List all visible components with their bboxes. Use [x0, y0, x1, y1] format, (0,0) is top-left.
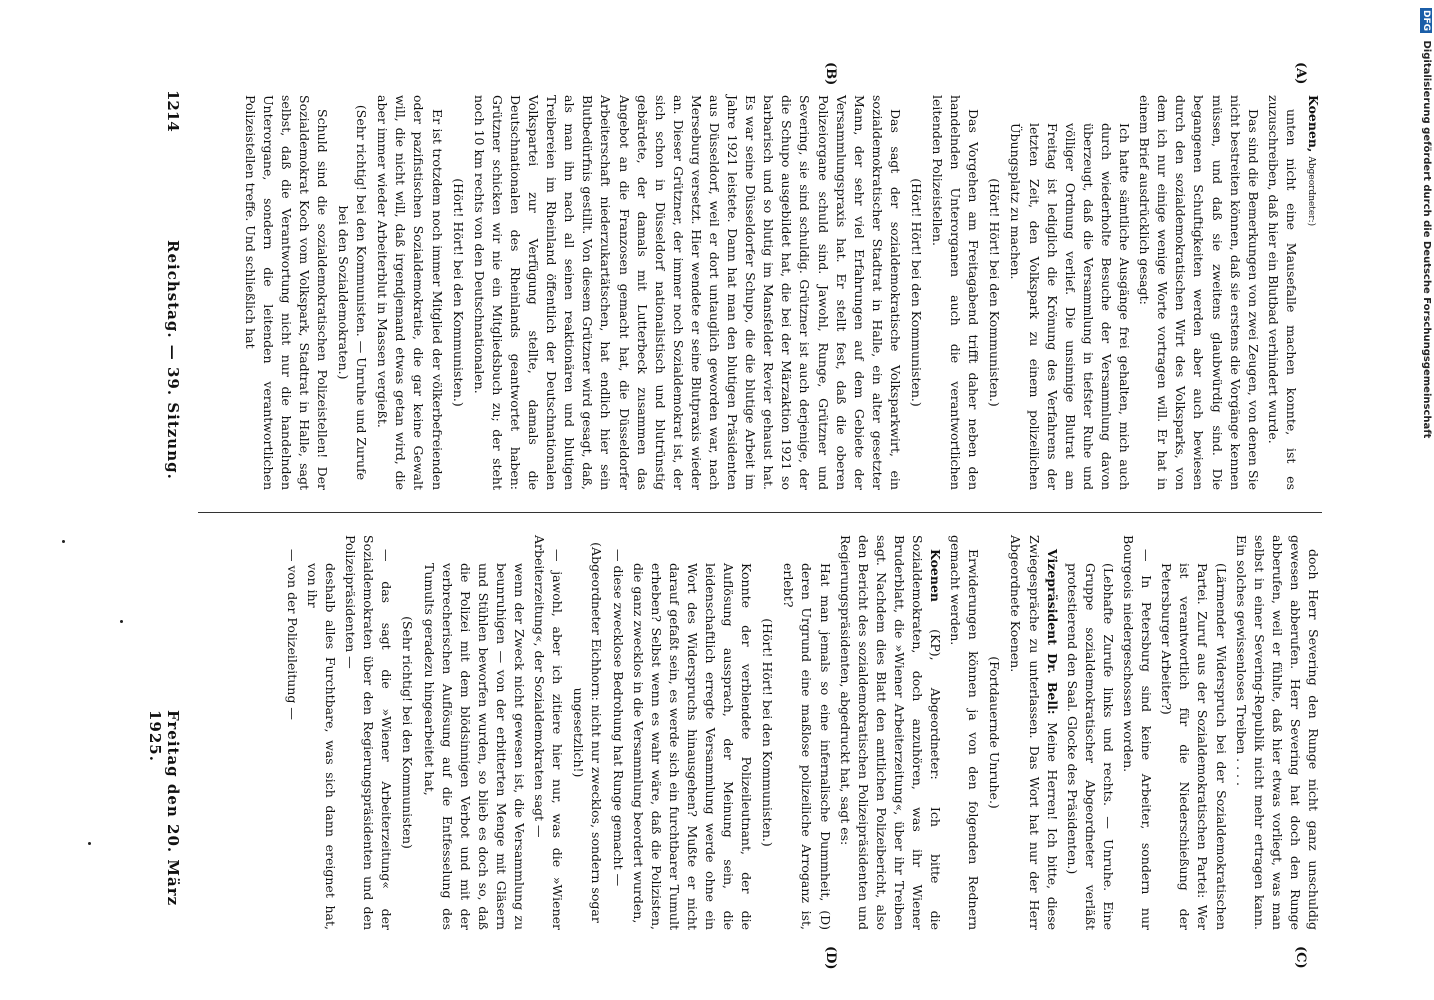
interjection: (Hört! Hört! bei den Kommunisten.) — [909, 178, 925, 407]
page-header — [146, 90, 182, 920]
scan-speck — [120, 620, 123, 623]
quotation: (Lärmender Widerspruch bei der Sozialdemokratischen Partei. Zuruf aus der Sozialdemokratischen Partei: Wer ist verantwortlich für die Niederschießung der Petersburger Arbeiter?) — [1159, 563, 1229, 930]
quotation: (Lebhafte Zurufe links und rechts. — Unruhe. Eine Gruppe sozialdemokratischer Abgeordneter verläßt protestierend den Saal. Glocke des Präsidenten.) — [1064, 563, 1116, 930]
paragraph: doch Herr Severing den Runge nicht ganz unschuldig gewesen abberufen. Herr Severing hat doch den Runge abberufen, weil er fühlte, daß hier etwas vorliegt, was man selbst in einer Severing-Republik nicht mehr ertragen kann. Ein solches gewissenloses Treiben . . . . — [1233, 535, 1321, 930]
paragraph: Schuld sind die sozialdemokratischen Polizeistellen! Der Sozialdemokrat Koch vom Volkspark, Stadtrat in Halle, sagt selbst, daß die Verantwortung nicht nur die handelnden Unterorgane, sondern die leitenden verantwortlichen Polizeistellen treffe. Und schließlich hat — [242, 95, 331, 490]
dfg-logo: DFG — [1421, 10, 1431, 32]
paragraph: — jawohl, aber ich zitiere hier nur, was die »Wiener Arbeiterzeitung«, der Sozialdemokraten sagt — — [532, 535, 566, 930]
scan-speck — [88, 842, 91, 845]
interjection: (Hört! Hört! bei den Kommunisten.) — [450, 178, 466, 407]
interjection: (Hört! Hört! bei den Kommunisten.) — [760, 618, 776, 847]
margin-marker-c: (C) — [1293, 946, 1308, 969]
paragraph: — diese zwecklose Bedrohung hat Runge gemacht — — [610, 549, 626, 887]
paragraph: — das sagt die »Wiener Arbeiterzeitung« der Sozialdemokraten über den Regierungspräsidenten und den Polizeipräsidenten — — [343, 535, 395, 930]
speaker-line — [1302, 95, 1322, 490]
speech-text: Meine Herren! Ich bitte, diese Zwiegespräche zu unterlassen. Das Wort hat nur der Herr Abgeordnete Koenen. — [1008, 535, 1060, 931]
speech-paragraph — [1006, 535, 1060, 930]
paragraph: Das sind die Bemerkungen von zwei Zeugen, von denen Sie nicht bestreiten können, daß sie erstens die Vorgänge kennen müssen, und daß sie zweitens glaubwürdig sind. Die begangenen Schuftigkeiten werden aber auch bewiesen durch den sozialdemokratischen Wirt des Volksparks, von dem ich nur einige wenige Worte vortragen will. Er hat in einem Brief ausdrücklich gesagt: — [1137, 95, 1261, 490]
paragraph: Das Vorgehen am Freitagabend trifft daher neben den handelnden Unterorganen auch die verantwortlichen leitenden Polizeistellen. — [930, 95, 982, 490]
interjection: (Hört! Hört! bei den Kommunisten.) — [987, 178, 1003, 407]
document-page — [88, 0, 1418, 1000]
paragraph: unten nicht eine Mausefalle machen konnte, ist es zuzuschreiben, daß hier ein Blutbad verhindert wurde. — [1265, 95, 1299, 490]
scan-speck — [62, 540, 65, 543]
quotation: deshalb alles Furchtbare, was sich dann ereignet hat, von ihr — [305, 563, 339, 930]
speech-paragraph — [836, 535, 945, 930]
interjection: (Abgeordneter Eichhorn: nicht nur zwecklos, sondern sogar ungesetzlich!) — [571, 542, 605, 923]
paragraph: Das sagt der sozialdemokratische Volksparkwirt, ein sozialdemokratischer Stadtrat in Halle, ein alter gesetzter Mann, der sehr viel Erfahrungen auf dem Gebiete der Versammlungspraxis hat. Er stellt fest, daß die oberen Polizeiorgane schuld sind. Jawohl, Runge, Grützner und Severing, sie sind schuldig. Grützner ist auch derjenige, der die Schupo ausgebildet hat, die bei der Märzaktion 1921 so barbarisch und so blutig im Mansfelder Revier gehaust hat. Es war seine Düsseldorfer Schupo, die die blutige Arbeit im Jahre 1921 leistete. Dann hat man den blutigen Präsidenten aus Düsseldorf, weil er dort untauglich geworden war, nach Merseburg versetzt. Hier wendete er seine Blutpraxis wieder an. Dieser Grützner, der immer noch Sozialdemokrat ist, der sich schon in Düsseldorf nationalistisch und blutrünstig gebärdete, der damals mit Lutterbeck zusammen das Angebot an die Franzosen gemacht hat, die Düsseldorfer Arbeiterschaft niederzukartätschen, hat endlich hier sein Blutbedürfnis gestillt. Von diesem Grützner wird gesagt, daß, als man ihn nach all seinen reaktionären und blutigen Treibereien im Rheinland öffentlich der Deutschnationalen Volkspartei zur Verfügung stellte, damals die Deutschnationalen des Rheinlands geantwortet haben: Grützner schicken wir nie ein Mitgliedsbuch zu; der steht noch 10 km rechts von den Deutschnationalen. — [471, 95, 903, 490]
speaker-name: Koenen — [928, 549, 944, 603]
margin-marker-d: (D) — [823, 946, 838, 970]
margin-marker-b: (B) — [823, 62, 838, 86]
right-column — [188, 535, 1322, 930]
header-right: Freitag den 20. März 1925. — [146, 710, 182, 907]
digitization-credit — [1420, 8, 1432, 438]
speaker-role: Abgeordneter:) — [1306, 156, 1316, 227]
header-left: Reichstag. — 39. Sitzung. — [164, 240, 182, 480]
speaker-name: Koenen, — [1306, 95, 1321, 153]
page-number: 1214 — [164, 90, 182, 132]
credit-text: Digitalisierung gefördert durch die Deutsche Forschungsgemeinschaft — [1421, 40, 1432, 439]
left-column — [188, 95, 1322, 490]
quotation: Ich hatte sämtliche Ausgänge frei gehalten, mich auch durch wiederholte Besuche der Versammlung davon überzeugt, daß die Versammlung in tiefster Ruhe und völliger Ordnung verlief. Die unsinnige Blutrat am Freitag ist lediglich die Krönung des Verfahrens der letzten Zeit, den Volkspark zu einem polizeilichen Übungsplatz zu machen. — [1008, 123, 1133, 490]
speaker-name: Vizepräsident Dr. Bell: — [1044, 549, 1060, 715]
paragraph: — von der Polizeileitung — — [284, 549, 300, 720]
quotation: Hat man jemals so eine infernalische Dummheit, (D) deren Urgrund eine maßlose polizeiliche Arroganz ist, erlebt? — [781, 563, 833, 930]
quotation: wenn der Zweck nicht gewesen ist, die Versammlung zu beunruhigen — von der erbitterten Menge mit Gläsern und Stühlen beworfen wurden, so blieb es doch so, daß die Polizei mit dem blödsinnigen Verbot und mit der verbrecherischen Auflösung auf die Entfesselung des Tumults geradezu hingearbeitet hat, — [421, 563, 528, 930]
column-divider — [198, 512, 1322, 513]
interjection: (Fortdauernde Unruhe.) — [987, 656, 1003, 809]
paragraph: Erwiderungen können ja von den folgenden Rednern gemacht werden. — [948, 535, 982, 930]
speech-text: (KP), Abgeordneter: Ich bitte die Sozialdemokraten, doch anzuhören, was ihr Wiener Bruderblatt, die »Wiener Arbeiterzeitung«, über ihr Treiben sagt. Nachdem dies Blatt den amtlichen Polizeibericht, also den Bericht des sozialdemokratischen Polizeipräsidenten und Regierungspräsidenten, abgedruckt hat, sagt es: — [837, 535, 944, 930]
margin-marker-a: (A) — [1293, 62, 1308, 85]
paragraph: — In Petersburg sind keine Arbeiter, sondern nur Bourgeois niedergeschossen worden. — [1121, 535, 1155, 930]
quotation: Konnte der verblendete Polizeileutnant, der die Auflösung aussprach, der Meinung sein, die leidenschaftlich erregte Versammlung werde ohne ein Wort des Widerspruchs hinausgehen? Mußte er nicht darauf gefaßt sein, es werde sich ein furchtbarer Tumult erheben? Selbst wenn es wahr wäre, daß die Polizisten, die ganz zwecklos in die Versammlung beordert wurden, — [630, 563, 755, 930]
interjection: (Sehr richtig! bei den Kommunisten. — Unruhe und Zurufe bei den Sozialdemokraten.) — [336, 104, 370, 481]
interjection: (Sehr richtig! bei den Kommunisten) — [400, 616, 416, 849]
paragraph: Er ist trotzdem noch immer Mitglied der völkerbefreienden oder pazifistischen Sozialdemokratie, die gar keine Gewalt will, die nicht will, daß irgendjemand etwas getan wird, die aber immer wieder Arbeiterblut in Massen vergießt. — [375, 95, 445, 490]
